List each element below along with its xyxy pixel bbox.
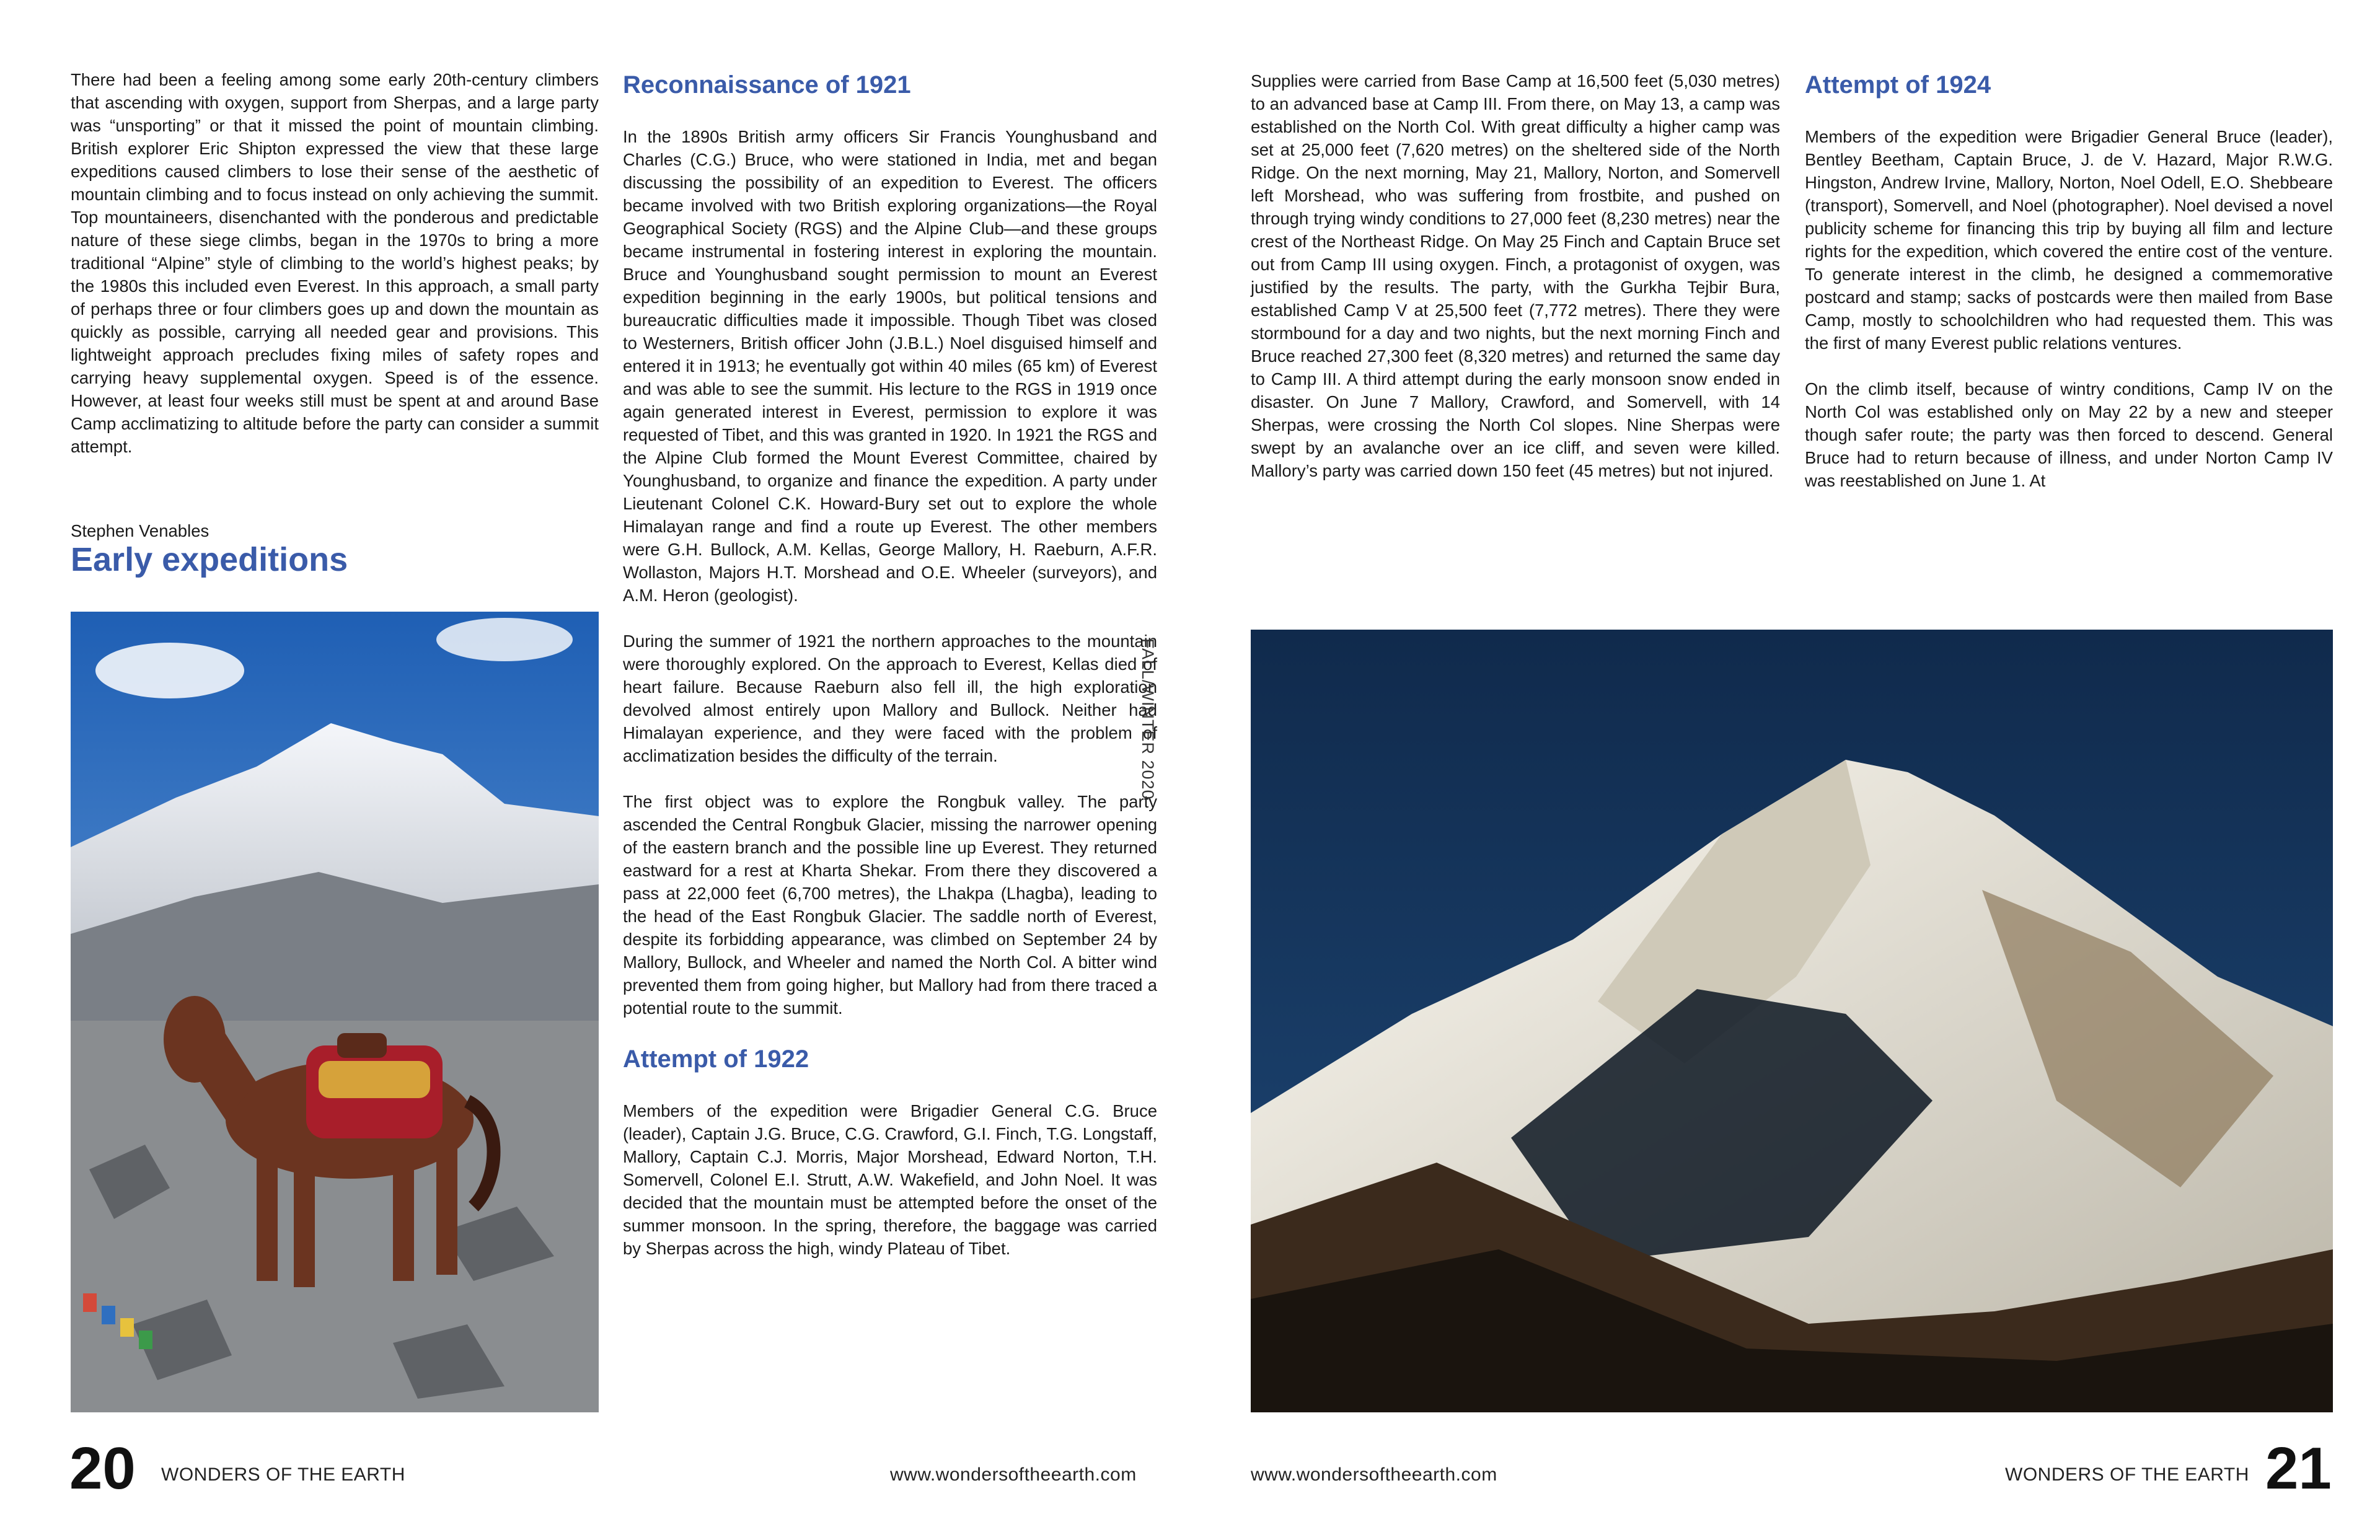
everest-north-face-photo — [1251, 630, 2333, 1412]
continued-column — [1251, 69, 1780, 482]
base-camp-horse-photo — [71, 612, 599, 1412]
paragraph-1924-2: On the climb itself, because of wintry conditions, Camp IV on the North Col was established only on May 22 by a new and steeper though safer route; the party was then forced to descend. General Bruce had to return because of illness, and under Norton Camp IV was reestablished on June 1. At — [1805, 379, 2333, 490]
intro-paragraph: There had been a feeling among some early 20th-century climbers that ascending with oxygen, support from Sherpas, and a large party was “unsporting” or that it missed the point of mountain climbing. British explorer Eric Shipton expressed the view that these large expeditions caused climbers to lose their sense of the aesthetic of mountain climbing and to focus instead on only achieving the summit. Top mountaineers, disenchanted with the ponderous and predictable nature of these siege climbs, began in the 1970s to bring a more traditional “Alpine” style of climbing to the world’s highest peaks; by the 1980s this included even Everest. In this approach, a small party of perhaps three or four climbers goes up and down the mountain as quickly as possible, carrying all needed gear and provisions. This lightweight approach precludes fixing miles of safety ropes and carrying heavy supplemental oxygen. Speed is of the essence. However, at least four weeks still must be spent at and around Base Camp acclimatizing to altitude before the party can consider a summit attempt. — [71, 70, 599, 456]
magazine-name-right: WONDERS OF THE EARTH — [2005, 1464, 2249, 1485]
website-left: www.wondersoftheearth.com — [890, 1464, 1137, 1485]
saddle — [306, 1033, 443, 1138]
paragraph-1921-1: In the 1890s British army officers Sir Francis Younghusband and Charles (C.G.) Bruce, who were stationed in India, met and began discussing the possibility of an expedition to Everest. The officers became involved with two British exploring organizations—the Royal Geographical Society (RGS) and the Alpine Club—and these groups became instrumental in fostering interest in exploring the mountain. Bruce and Younghusband sought permission to mount an Everest expedition beginning in the early 1900s, but political tensions and bureaucratic difficulties made it impossible. Though Tibet was closed to Westerners, British officer John (J.B.L.) Noel disguised himself and entered it in 1913; he eventually got within 40 miles (65 km) of Everest and was able to see the summit. His lecture to the RGS in 1919 once again generated interest in Everest, permission to explore it was requested of Tibet, and this was granted in 1920. In 1921 the RGS and the Alpine Club formed the Mount Everest Committee, chaired by Younghusband, to organize and finance the expedition. A party under Lieutenant Colonel C.K. Howard-Bury set out to explore the whole Himalayan range and find a route up Everest. The other members were G.H. Bullock, A.M. Kellas, George Mallory, H. Raeburn, A.F.R. Wollaston, Majors H.T. Morshead and O.E. Wheeler (surveyors), and A.M. Heron (geologist). — [623, 127, 1157, 605]
issue-label: FALL/WINTER 2020 — [1139, 638, 1157, 800]
paragraph-1921-3: The first object was to explore the Rongbuk valley. The party ascended the Central Rongbuk Glacier, missing the narrower opening of the eastern branch and the possible line up Everest. They returned eastward for a rest at Kharta Shekar. From there they discovered a pass at 22,000 feet (6,700 metres), the Lhakpa (Lhagba), leading to the head of the East Rongbuk Glacier. The saddle north of Everest, despite its forbidding appearance, was climbed on September 24 by Mallory, Bullock, and Wheeler and named the North Col. A bitter wind prevented them from going higher, but Mallory had from there traced a potential route to the summit. — [623, 792, 1157, 1018]
heading-1921: Reconnaissance of 1921 — [623, 71, 911, 99]
continued-paragraph: Supplies were carried from Base Camp at 16,500 feet (5,030 metres) to an advanced base at Camp III. From there, on May 13, a camp was established on the North Col. With great difficulty a higher camp was set at 25,000 feet (7,620 metres) on the sheltered side of the North Ridge. On the next morning, May 21, Mallory, Norton, and Somervell left Morshead, who was suffering from frostbite, and pushed on through trying windy conditions to 27,000 feet (8,230 metres) near the crest of the Northeast Ridge. On May 25 Finch and Captain Bruce set out from Camp III using oxygen. Finch, a protagonist of oxygen, was justified by the results. The party, with the Gurkha Tejbir Bura, established Camp V at 25,500 feet (7,772 metres). There they were stormbound for a day and two nights, but the next morning Finch and Bruce reached 27,300 feet (8,320 metres) and returned the same day to Camp III. A third attempt during the early monsoon snow ended in disaster. On June 7 Mallory, Crawford, and Somervell, with 14 Sherpas, were crossing the North Col slopes. Nine Sherpas were swept by an avalanche over an ice cliff, and seven were killed. Mallory’s party was carried down 150 feet (45 metres) but not injured. — [1251, 71, 1780, 480]
intro-column — [71, 68, 599, 458]
column-1921 — [623, 68, 1157, 1260]
magazine-name-left: WONDERS OF THE EARTH — [161, 1464, 405, 1485]
column-1924 — [1805, 68, 2333, 492]
horse-mountain-illustration — [71, 612, 599, 1412]
everest-illustration — [1251, 630, 2333, 1412]
heading-1922: Attempt of 1922 — [623, 1045, 809, 1073]
article-title: Early expeditions — [71, 541, 348, 578]
website-right: www.wondersoftheearth.com — [1251, 1464, 1497, 1485]
page-number-right: 21 — [2265, 1435, 2332, 1502]
byline: Stephen Venables — [71, 521, 209, 540]
paragraph-1924-1: Members of the expedition were Brigadier General Bruce (leader), Bentley Beetham, Captain Bruce, J. de V. Hazard, Major R.W.G. Hingston, Andrew Irvine, Mallory, Norton, Noel Odell, E.O. Shebbeare (transport), Somervell, and Noel (photographer). Noel devised a novel publicity scheme for financing this trip by buying all film and lecture rights for the expedition, which covered the entire cost of the venture. To generate interest in the climb, he designed a commemorative postcard and stamp; sacks of postcards were then mailed from Base Camp, mostly to schoolchildren who had requested them. This was the first of many Everest public relations ventures. — [1805, 127, 2333, 353]
page-number-left: 20 — [69, 1435, 136, 1502]
paragraph-1922-1: Members of the expedition were Brigadier General C.G. Bruce (leader), Captain J.G. Bruce, C.G. Crawford, G.I. Finch, T.G. Longstaff, Mallory, Captain C.J. Morris, Major Morshead, Edward Norton, T.H. Somervell, Colonel E.I. Strutt, A.W. Wakefield, and John Noel. It was decided that the mountain must be attempted before the onset of the summer monsoon. In the spring, therefore, the baggage was carried by Sherpas across the high, windy Plateau of Tibet. — [623, 1101, 1157, 1258]
heading-1924: Attempt of 1924 — [1805, 71, 1991, 99]
right-page — [1190, 0, 2380, 1540]
paragraph-1921-2: During the summer of 1921 the northern approaches to the mountain were thoroughly explored. On the approach to Everest, Kellas died of heart failure. Because Raeburn also fell ill, the high exploration devolved almost entirely upon Mallory and Bullock. Neither had Himalayan experience, and they were faced with the problem of acclimatization besides the difficulty of the terrain. — [623, 631, 1157, 765]
